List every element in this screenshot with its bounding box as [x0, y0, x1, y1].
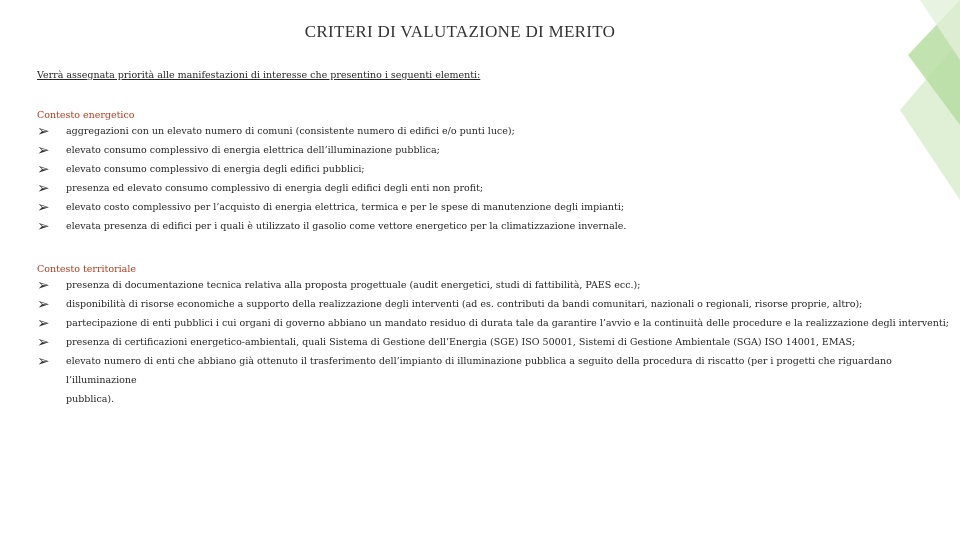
list-item: ➢ presenza di certificazioni energetico-ambientali, quali Sistema di Gestione dell’Energia (SGE) ISO 50001, Sistemi di Gestione Ambientale (SGA) ISO 14001, EMAS; [37, 333, 856, 351]
arrow-bullet-icon: ➢ [37, 160, 50, 178]
arrow-bullet-icon: ➢ [37, 198, 50, 216]
list-item: ➢ elevato costo complessivo per l’acquisto di energia elettrica, termica e per le spese di manutenzione degli impianti; [37, 198, 625, 216]
arrow-bullet-icon: ➢ [37, 122, 50, 140]
list-item: ➢ elevato consumo complessivo di energia degli edifici pubblici; [37, 160, 365, 178]
arrow-bullet-icon: ➢ [37, 179, 50, 197]
arrow-bullet-icon: ➢ [37, 314, 50, 332]
list-item: ➢ elevato numero di enti che abbiano già ottenuto il trasferimento dell’impianto di illuminazione pubblica a seguito della procedura di riscatto (per i progetti che riguardano l’illuminazione pubblica). [37, 352, 892, 405]
arrow-bullet-icon: ➢ [37, 333, 50, 351]
arrow-bullet-icon: ➢ [37, 295, 50, 313]
energy-heading: Contesto energetico [37, 110, 135, 121]
list-item: ➢ elevata presenza di edifici per i quali è utilizzato il gasolio come vettore energetico per la climatizzazione invernale. [37, 217, 627, 235]
arrow-bullet-icon: ➢ [37, 141, 50, 159]
energy-section [37, 110, 956, 236]
territory-list [37, 276, 956, 409]
territory-section [37, 264, 956, 409]
list-item: ➢ disponibilità di risorse economiche a supporto della realizzazione degli interventi (ad es. contributi da bandi comunitari, nazionali o regionali, risorse proprie, altro); [37, 295, 863, 313]
list-item: ➢ presenza ed elevato consumo complessivo di energia degli edifici degli enti non profit; [37, 179, 484, 197]
intro-text: Verrà assegnata priorità alle manifestazioni di interesse che presentino i seguenti elementi: [37, 70, 481, 81]
arrow-bullet-icon: ➢ [37, 276, 50, 294]
list-item: ➢ aggregazioni con un elevato numero di comuni (consistente numero di edifici e/o punti luce); [37, 122, 515, 140]
territory-heading: Contesto territoriale [37, 264, 136, 275]
energy-list [37, 122, 956, 236]
arrow-bullet-icon: ➢ [37, 217, 50, 235]
list-item: ➢ presenza di documentazione tecnica relativa alla proposta progettuale (audit energetici, studi di fattibilità, PAES ecc.); [37, 276, 641, 294]
list-item: ➢ partecipazione di enti pubblici i cui organi di governo abbiano un mandato residuo di durata tale da garantire l’avvio e la continuità delle procedure e la realizzazione degli interventi; [37, 314, 949, 332]
list-item: ➢ elevato consumo complessivo di energia elettrica dell’illuminazione pubblica; [37, 141, 440, 159]
arrow-bullet-icon: ➢ [37, 352, 50, 370]
page-title: CRITERI DI VALUTAZIONE DI MERITO [304, 22, 616, 41]
